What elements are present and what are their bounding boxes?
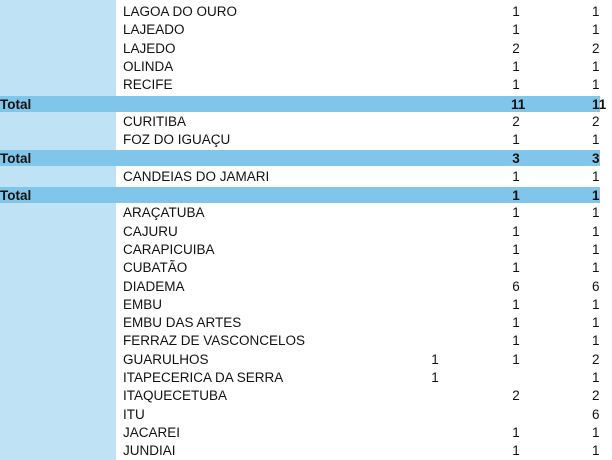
value-col-3: 2: [592, 388, 600, 404]
value-col-2: 2: [512, 113, 520, 129]
value-col-3: 1: [592, 223, 600, 239]
city-name: EMBU: [123, 296, 163, 312]
value-col-2: 1: [512, 132, 520, 148]
value-col-2: 1: [512, 188, 520, 203]
table-row[interactable]: [0, 442, 600, 460]
value-col-2: 1: [512, 333, 520, 349]
value-col-2: 1: [512, 22, 520, 38]
value-col-2: 11: [511, 96, 526, 112]
value-col-3: 2: [592, 351, 600, 367]
total-label: Total: [0, 96, 32, 112]
value-col-2: 1: [512, 223, 520, 239]
table-row[interactable]: [0, 369, 600, 387]
table-row[interactable]: [0, 314, 600, 332]
table-row[interactable]: [0, 332, 600, 350]
value-col-2: 3: [512, 151, 520, 167]
city-name: ITU: [123, 406, 145, 422]
value-col-3: 1: [592, 77, 600, 93]
table-row[interactable]: [0, 131, 600, 149]
value-col-2: 1: [512, 296, 520, 312]
value-col-3: 1: [592, 241, 600, 257]
value-col-2: 2: [512, 40, 520, 56]
value-col-3: 3: [592, 151, 600, 167]
value-col-3: 2: [592, 113, 600, 129]
city-name: LAGOA DO OURO: [123, 4, 238, 19]
value-col-3: 1: [592, 58, 600, 74]
value-col-2: 1: [512, 424, 520, 440]
value-col-3: 6: [592, 278, 600, 294]
city-name: FERRAZ DE VASCONCELOS: [123, 333, 306, 349]
city-name: CANDEIAS DO JAMARI: [123, 168, 270, 184]
city-name: JUNDIAI: [123, 443, 176, 459]
city-name: OLINDA: [123, 58, 174, 74]
table-row[interactable]: [0, 424, 600, 442]
value-col-3: 1: [592, 22, 600, 38]
table-row[interactable]: [0, 58, 600, 76]
value-col-3: 1: [592, 205, 600, 221]
total-label: Total: [0, 188, 32, 203]
table-row[interactable]: [0, 296, 600, 314]
value-col-3: 1: [592, 370, 600, 385]
city-name: CAJURU: [123, 223, 178, 239]
total-row[interactable]: [0, 187, 600, 203]
value-col-3: 1: [592, 188, 600, 203]
value-col-2: 6: [512, 278, 520, 294]
table-row[interactable]: [0, 351, 600, 369]
city-name: GUARULHOS: [123, 351, 209, 367]
value-col-3: 1: [592, 4, 600, 19]
value-col-2: 1: [512, 77, 520, 93]
city-name: JACAREI: [123, 424, 181, 440]
table-row[interactable]: [0, 204, 600, 222]
value-col-2: 1: [512, 241, 520, 257]
city-name: CARAPICUIBA: [123, 241, 215, 257]
value-col-2: 1: [512, 260, 520, 276]
city-name: CUBATÃO: [123, 260, 188, 276]
city-name: ITAPECERICA DA SERRA: [123, 370, 284, 385]
total-row[interactable]: [0, 96, 607, 112]
city-name: CURITIBA: [123, 113, 187, 129]
value-col-3: 1: [592, 296, 600, 312]
value-col-2: 2: [512, 388, 520, 404]
city-name: ARAÇATUBA: [123, 205, 205, 221]
value-col-3: 1: [592, 132, 600, 148]
value-col-3: 1: [592, 333, 600, 349]
table-row[interactable]: [0, 406, 600, 424]
total-row[interactable]: [0, 150, 600, 166]
table-row[interactable]: [0, 241, 600, 259]
value-col-2: 1: [512, 443, 520, 459]
table-row[interactable]: [0, 278, 600, 296]
table-row[interactable]: [0, 3, 600, 21]
city-name: LAJEADO: [123, 22, 185, 38]
city-name: LAJEDO: [123, 40, 176, 56]
value-col-3: 1: [592, 315, 600, 331]
table-row[interactable]: [0, 387, 600, 405]
table-row[interactable]: [0, 259, 600, 277]
table-row[interactable]: [0, 113, 600, 131]
value-col-3: 6: [592, 406, 600, 422]
value-col-1: 1: [431, 351, 439, 367]
table-row[interactable]: [0, 168, 600, 186]
value-col-1: 1: [431, 370, 439, 385]
value-col-3: 1: [592, 168, 600, 184]
value-col-2: 1: [512, 168, 520, 184]
value-col-2: 1: [512, 58, 520, 74]
value-col-2: 1: [512, 315, 520, 331]
value-col-2: 1: [512, 351, 520, 367]
city-name: FOZ DO IGUAÇU: [123, 132, 231, 148]
city-name: EMBU DAS ARTES: [123, 315, 242, 331]
value-col-3: 11: [592, 96, 607, 112]
total-label: Total: [0, 151, 32, 167]
table-row[interactable]: [0, 40, 600, 58]
value-col-3: 2: [592, 40, 600, 56]
value-col-3: 1: [592, 260, 600, 276]
city-name: ITAQUECETUBA: [123, 388, 228, 404]
table-row[interactable]: [0, 223, 600, 241]
table-row[interactable]: [0, 21, 600, 39]
city-name: DIADEMA: [123, 278, 185, 294]
table-row[interactable]: [0, 76, 600, 94]
city-name: RECIFE: [123, 77, 173, 93]
value-col-3: 1: [592, 424, 600, 440]
value-col-3: 1: [592, 443, 600, 459]
value-col-2: 1: [512, 4, 520, 19]
value-col-2: 1: [512, 205, 520, 221]
